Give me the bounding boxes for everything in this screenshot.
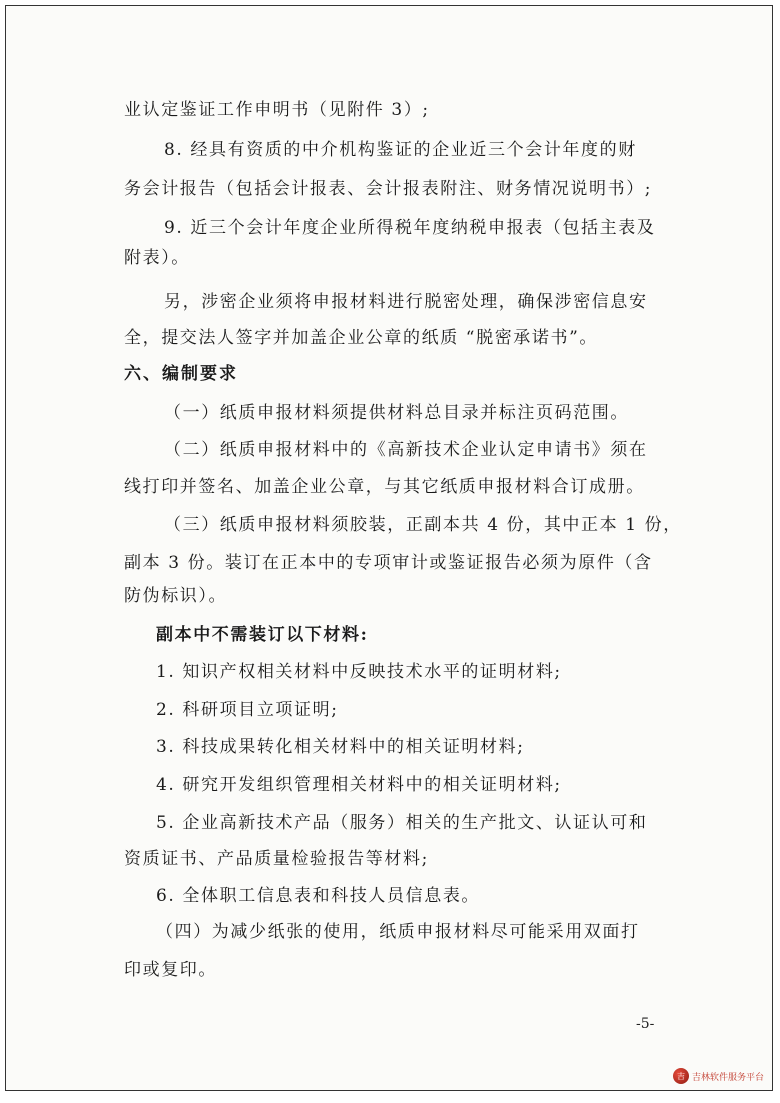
watermark-text: 吉林软件服务平台 bbox=[691, 1072, 764, 1083]
list-item-4: 4. 研究开发组织管理相关材料中的相关证明材料; bbox=[156, 775, 562, 795]
list-item-5-cont: 资质证书、产品质量检验报告等材料; bbox=[124, 849, 429, 869]
text-line-24: 印或复印。 bbox=[124, 960, 217, 980]
section-heading: 六、编制要求 bbox=[124, 364, 238, 384]
text-line-11: 线打印并签名、加盖企业公章，与其它纸质申报材料合订成册。 bbox=[124, 477, 645, 497]
text-line-5: 附表）。 bbox=[124, 248, 190, 268]
text-line-1: 业认定鉴证工作申明书（见附件 3）; bbox=[124, 100, 430, 120]
text-line-3: 务会计报告（包括会计报表、会计报表附注、财务情况说明书）; bbox=[124, 179, 653, 199]
list-item-5: 5. 企业高新技术产品（服务）相关的生产批文、认证认可和 bbox=[156, 813, 648, 833]
list-item-6: 6. 全体职工信息表和科技人员信息表。 bbox=[156, 886, 481, 906]
list-item-2: 2. 科研项目立项证明; bbox=[156, 700, 339, 720]
text-line-14: 防伪标识）。 bbox=[124, 586, 228, 606]
page-number: -5- bbox=[636, 1016, 655, 1032]
text-line-13: 副本 3 份。装订在正本中的专项审计或鉴证报告必须为原件（含 bbox=[124, 553, 653, 573]
document-page bbox=[5, 5, 773, 1091]
text-line-2: 8. 经具有资质的中介机构鉴证的企业近三个会计年度的财 bbox=[164, 140, 637, 160]
text-line-6: 另，涉密企业须将申报材料进行脱密处理，确保涉密信息安 bbox=[164, 292, 648, 312]
list-item-3: 3. 科技成果转化相关材料中的相关证明材料; bbox=[156, 737, 525, 757]
text-line-9: （一）纸质申报材料须提供材料总目录并标注页码范围。 bbox=[164, 403, 629, 423]
subheading-line: 副本中不需装订以下材料: bbox=[156, 625, 369, 645]
list-item-1: 1. 知识产权相关材料中反映技术水平的证明材料; bbox=[156, 662, 562, 682]
text-line-4: 9. 近三个会计年度企业所得税年度纳税申报表（包括主表及 bbox=[164, 218, 656, 238]
text-line-7: 全，提交法人签字并加盖企业公章的纸质 “脱密承诺书”。 bbox=[124, 328, 598, 348]
text-line-10: （二）纸质申报材料中的《高新技术企业认定申请书》须在 bbox=[164, 440, 648, 460]
watermark bbox=[673, 1068, 764, 1084]
text-line-12: （三）纸质申报材料须胶装，正副本共 4 份，其中正本 1 份， bbox=[164, 515, 682, 535]
watermark-logo-icon: 吉 bbox=[673, 1068, 689, 1084]
text-line-23: （四）为减少纸张的使用，纸质申报材料尽可能采用双面打 bbox=[156, 922, 640, 942]
